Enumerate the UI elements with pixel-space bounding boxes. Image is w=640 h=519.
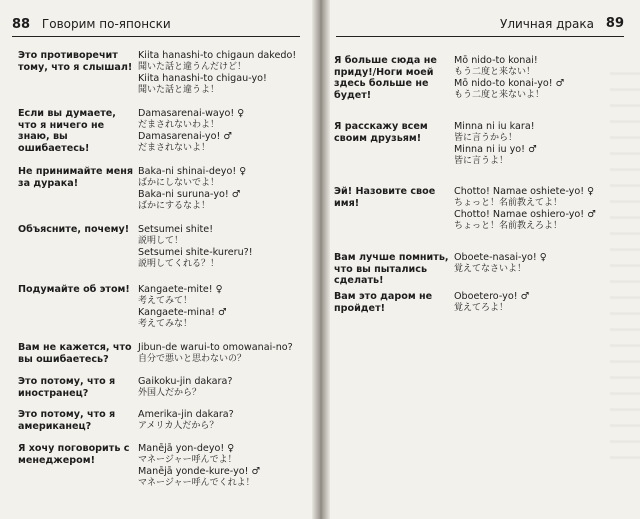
japanese-translation: Amerika-jin dakara? アメリカ人だから？ [138, 409, 234, 431]
book-gutter [312, 0, 330, 519]
russian-phrase: Если вы думаете, что я ничего не знаю, вы ошибаетесь! [18, 108, 116, 154]
russian-phrase: Вам лучше помнить, что вы пытались сделать! [334, 252, 449, 286]
right-page-header [336, 14, 624, 37]
japanese-translation: Oboete-nasai-yo! ♀ 覚えてなさいよ！ [454, 252, 547, 274]
right-running-title: Уличная драка [500, 17, 594, 31]
left-page-header [12, 14, 300, 37]
japanese-translation: Setsumei shite! 説明して！ Setsumei shite-kureru?! 説明してくれる？！ [138, 224, 253, 269]
russian-phrase: Я хочу поговорить с менеджером! [18, 443, 130, 466]
left-page-number: 88 [12, 17, 31, 32]
show-through-shading [610, 60, 640, 460]
japanese-translation: Chotto! Namae oshiete-yo! ♀ ちょっと！名前教えてよ！ Chotto! Namae oshiero-yo! ♂ ちょっと！名前教えろよ！ [454, 186, 596, 231]
left-running-title: Говорим по-японски [41, 17, 171, 31]
japanese-translation: Minna ni iu kara! 皆に言うから！ Minna ni iu yo! ♂ 皆に言うよ！ [454, 121, 537, 166]
japanese-translation: Mō nido-to konai! もう二度と来ない！ Mō nido-to konai-yo! ♂ もう二度と来ないよ！ [454, 55, 565, 100]
left-page [0, 0, 318, 519]
russian-phrase: Вам не кажется, что вы ошибаетесь? [18, 342, 132, 365]
russian-phrase: Эй! Назовите свое имя! [334, 186, 436, 209]
russian-phrase: Это противоречит тому, что я слышал! [18, 50, 133, 73]
russian-phrase: Вам это даром не пройдет! [334, 291, 433, 314]
russian-phrase: Подумайте об этом! [18, 284, 130, 295]
japanese-translation: Jibun-de warui-to omowanai-no? 自分で悪いと思わないの？ [138, 342, 293, 364]
japanese-translation: Manējā yon-deyo! ♀ マネージャー呼んでよ！ Manējā yonde-kure-yo! ♂ マネージャー呼んでくれよ！ [138, 443, 261, 488]
russian-phrase: Я больше сюда не приду!/Ноги моей здесь больше не будет! [334, 55, 437, 101]
japanese-translation: Oboetero-yo! ♂ 覚えてろよ！ [454, 291, 530, 313]
japanese-translation: Kangaete-mite! ♀ 考えてみて！ Kangaete-mina! ♂ 考えてみな！ [138, 284, 227, 329]
russian-phrase: Это потому, что я иностранец? [18, 376, 116, 399]
japanese-translation: Baka-ni shinai-deyo! ♀ ばかにしないでよ！ Baka-ni suruna-yo! ♂ ばかにするなよ！ [138, 166, 247, 211]
russian-phrase: Объясните, почему! [18, 224, 130, 235]
japanese-translation: Gaikoku-jin dakara? 外国人だから？ [138, 376, 233, 398]
japanese-translation: Damasarenai-wayo! ♀ だまされないわよ！ Damasarenai-yo! ♂ だまされないよ！ [138, 108, 245, 153]
right-page [322, 0, 640, 519]
russian-phrase: Я расскажу всем своим друзьям! [334, 121, 428, 144]
russian-phrase: Не принимайте меня за дурака! [18, 166, 134, 189]
japanese-translation: Kiita hanashi-to chigaun dakedo! 聞いた話と違うんだけど！ Kiita hanashi-to chigau-yo! 聞いた話と違うよ！ [138, 50, 297, 95]
right-page-number: 89 [605, 16, 624, 31]
russian-phrase: Это потому, что я американец? [18, 409, 116, 432]
